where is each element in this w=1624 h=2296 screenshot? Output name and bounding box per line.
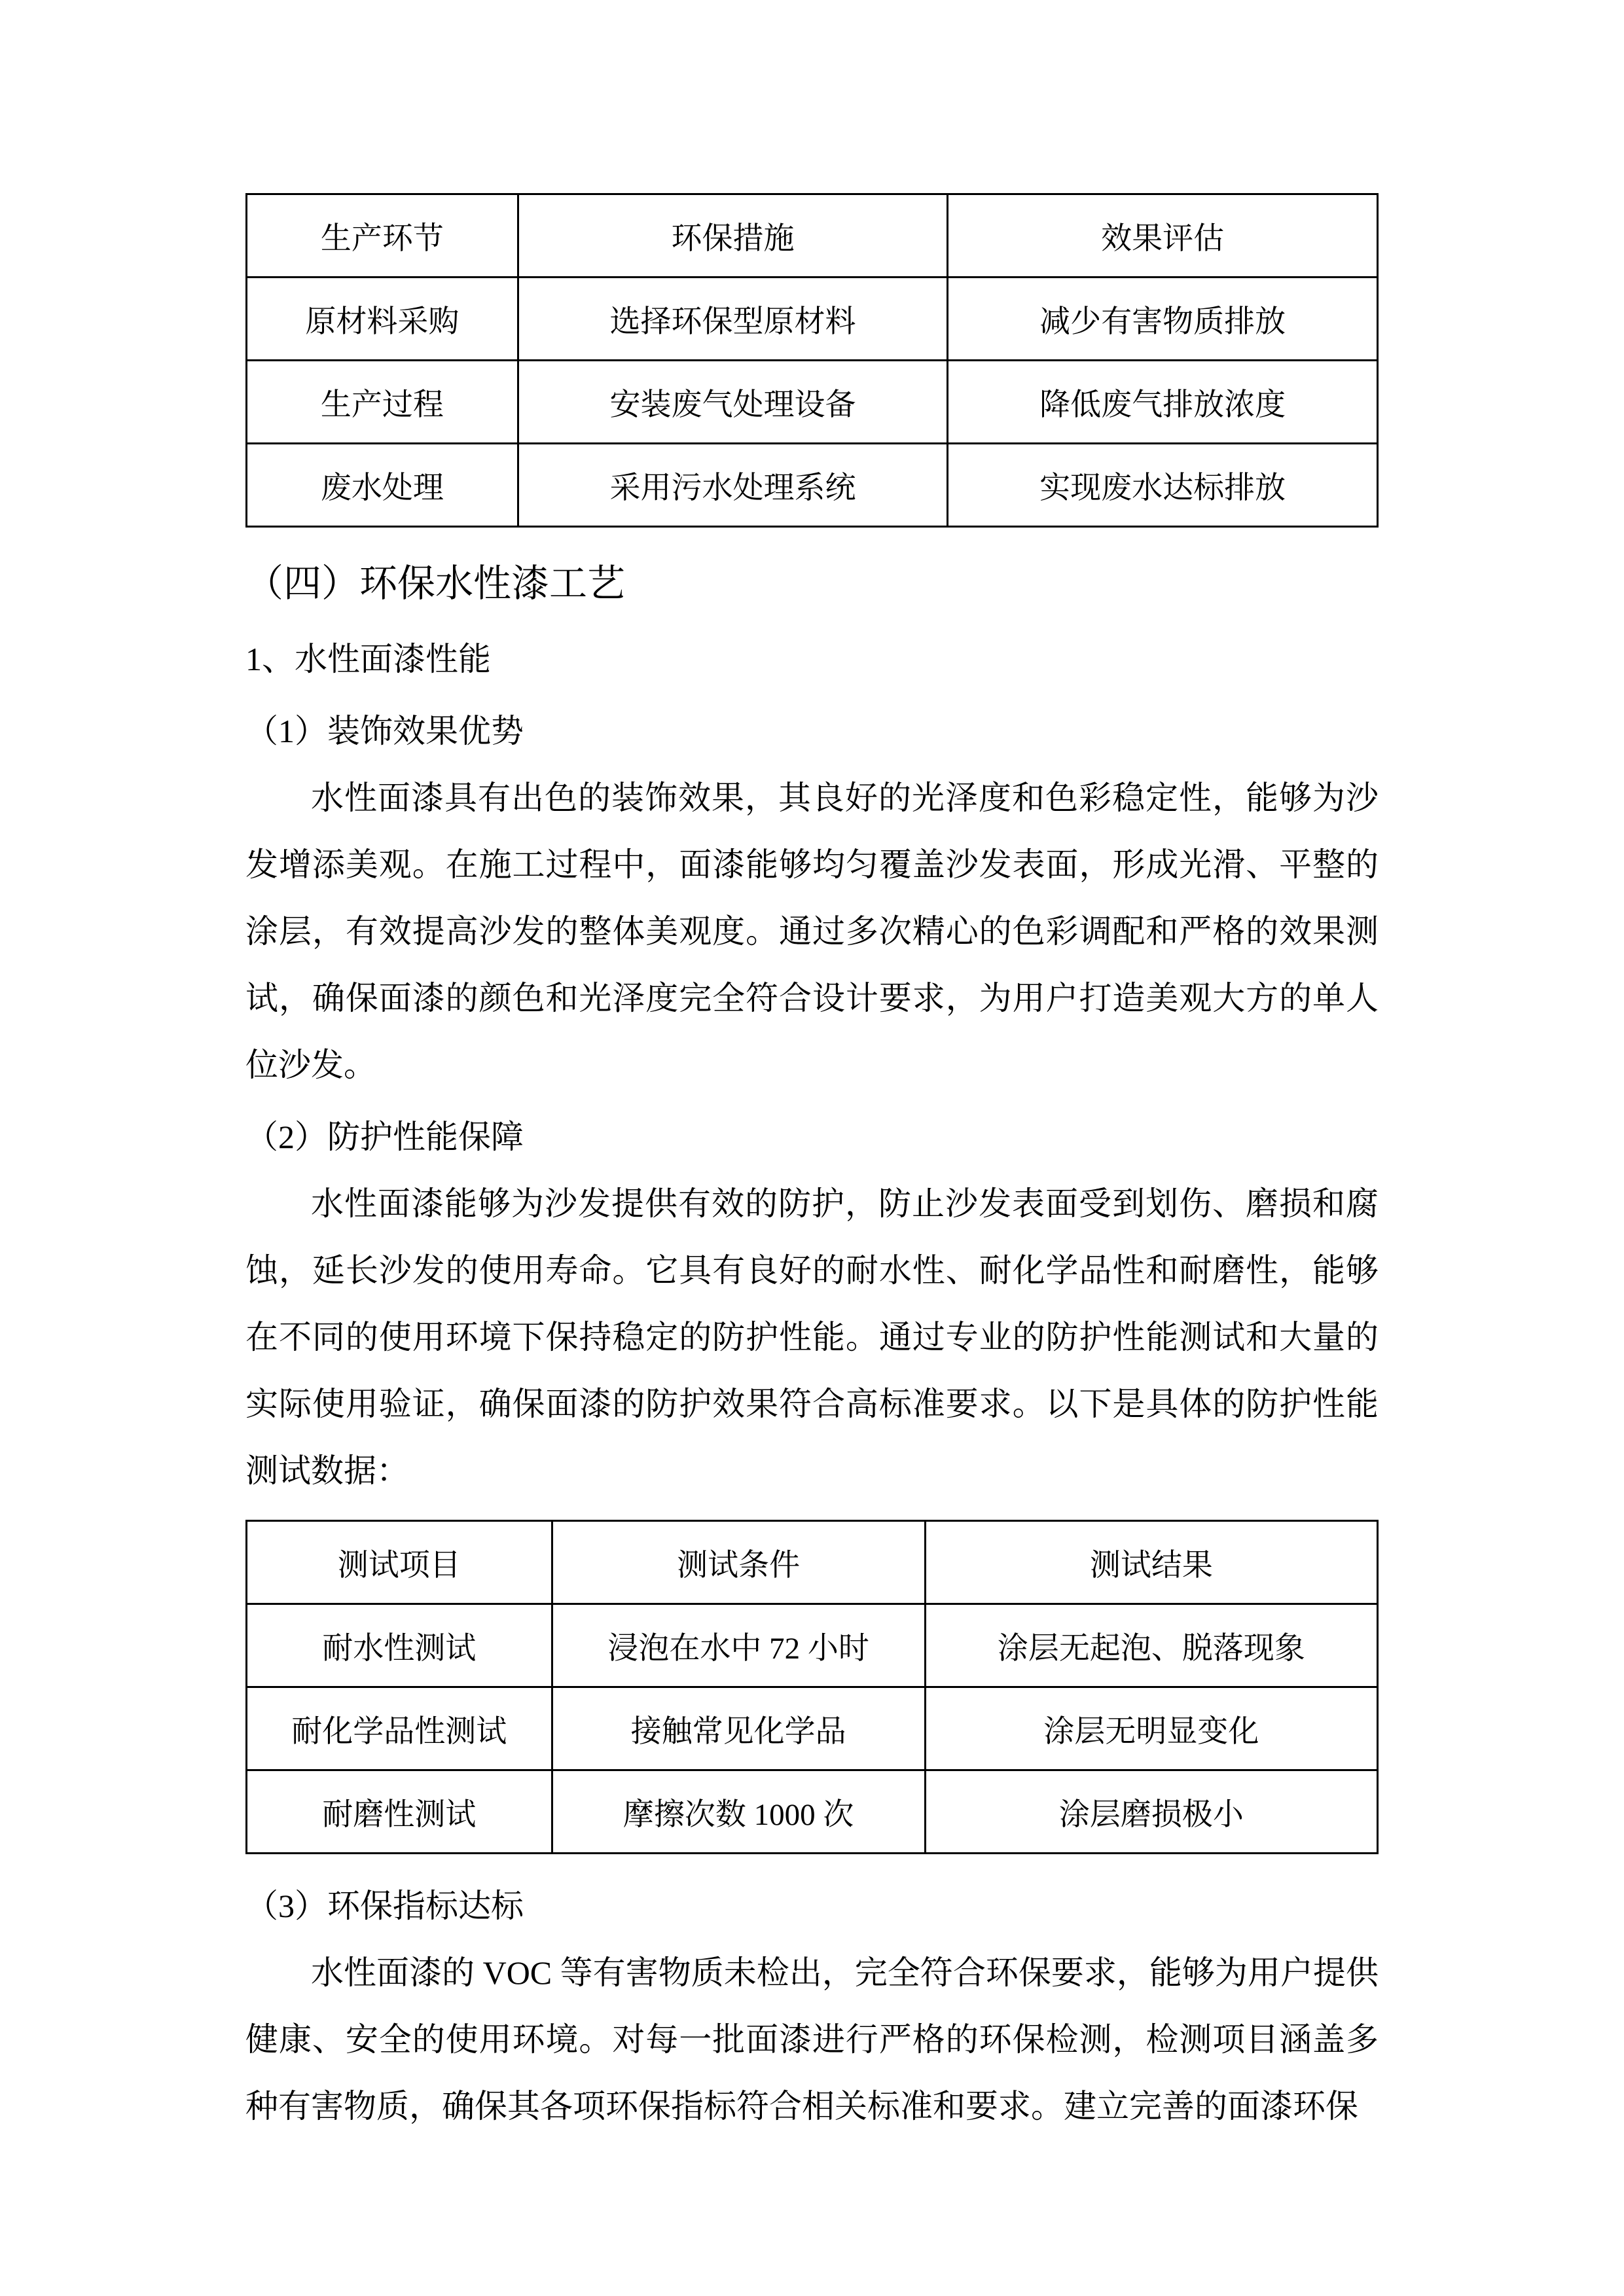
table-row: [247, 1604, 1378, 1687]
table-row: [247, 361, 1378, 444]
table-cell: 废水处理: [247, 444, 518, 527]
table-cell: 涂层磨损极小: [925, 1770, 1377, 1854]
table-cell: 涂层无起泡、脱落现象: [925, 1604, 1377, 1687]
table-header-row: [247, 1521, 1378, 1604]
table-cell: 减少有害物质排放: [948, 278, 1378, 361]
table-cell: 耐水性测试: [247, 1604, 552, 1687]
paragraph-protective-performance: 水性面漆能够为沙发提供有效的防护，防止沙发表面受到划伤、磨损和腐蚀，延长沙发的使用寿命。它具有良好的耐水性、耐化学品性和耐磨性，能够在不同的使用环境下保持稳定的防护性能。通过专业的防护性能测试和大量的实际使用验证，确保面漆的防护效果符合高标准要求。以下是具体的防护性能测试数据：: [245, 1185, 1379, 1489]
table-cell: 浸泡在水中 72 小时: [552, 1604, 925, 1687]
item-title-environmental-compliance: （3）环保指标达标: [245, 1888, 524, 1924]
table-cell: 涂层无明显变化: [925, 1687, 1377, 1770]
item-title-decorative-effect: （1）装饰效果优势: [245, 713, 524, 749]
table-row: [247, 1687, 1378, 1770]
table-row: [247, 278, 1378, 361]
table-cell: 接触常见化学品: [552, 1687, 925, 1770]
table-cell: 摩擦次数 1000 次: [552, 1770, 925, 1854]
table-header-cell: 测试项目: [247, 1521, 552, 1604]
table-header-cell: 效果评估: [948, 194, 1378, 278]
protection-test-table: [245, 1520, 1379, 1854]
table-header-row: [247, 194, 1378, 278]
table-cell: 安装废气处理设备: [518, 361, 948, 444]
item-title-protective-performance: （2）防护性能保障: [245, 1119, 524, 1155]
table-cell: 选择环保型原材料: [518, 278, 948, 361]
table-cell: 耐磨性测试: [247, 1770, 552, 1854]
table-cell: 采用污水处理系统: [518, 444, 948, 527]
table-header-cell: 测试结果: [925, 1521, 1377, 1604]
production-environment-table: [245, 193, 1379, 528]
table-cell: 生产过程: [247, 361, 518, 444]
subsection-heading: 1、水性面漆性能: [245, 641, 491, 677]
section-heading: （四）环保水性漆工艺: [245, 562, 626, 605]
table-cell: 耐化学品性测试: [247, 1687, 552, 1770]
table-row: [247, 1770, 1378, 1854]
paragraph-decorative-effect: 水性面漆具有出色的装饰效果，其良好的光泽度和色彩稳定性，能够为沙发增添美观。在施工过程中，面漆能够均匀覆盖沙发表面，形成光滑、平整的涂层，有效提高沙发的整体美观度。通过多次精心的色彩调配和严格的效果测试，确保面漆的颜色和光泽度完全符合设计要求，为用户打造美观大方的单人位沙发。: [245, 780, 1379, 1083]
table-cell: 实现废水达标排放: [948, 444, 1378, 527]
table-cell: 降低废气排放浓度: [948, 361, 1378, 444]
table-header-cell: 生产环节: [247, 194, 518, 278]
table-header-cell: 环保措施: [518, 194, 948, 278]
table-header-cell: 测试条件: [552, 1521, 925, 1604]
paragraph-environmental-compliance: 水性面漆的 VOC 等有害物质未检出，完全符合环保要求，能够为用户提供健康、安全的使用环境。对每一批面漆进行严格的环保检测，检测项目涵盖多种有害物质，确保其各项环保指标符合相关标准和要求。建立完善的面漆环保: [245, 1954, 1379, 2125]
table-cell: 原材料采购: [247, 278, 518, 361]
table-row: [247, 444, 1378, 527]
